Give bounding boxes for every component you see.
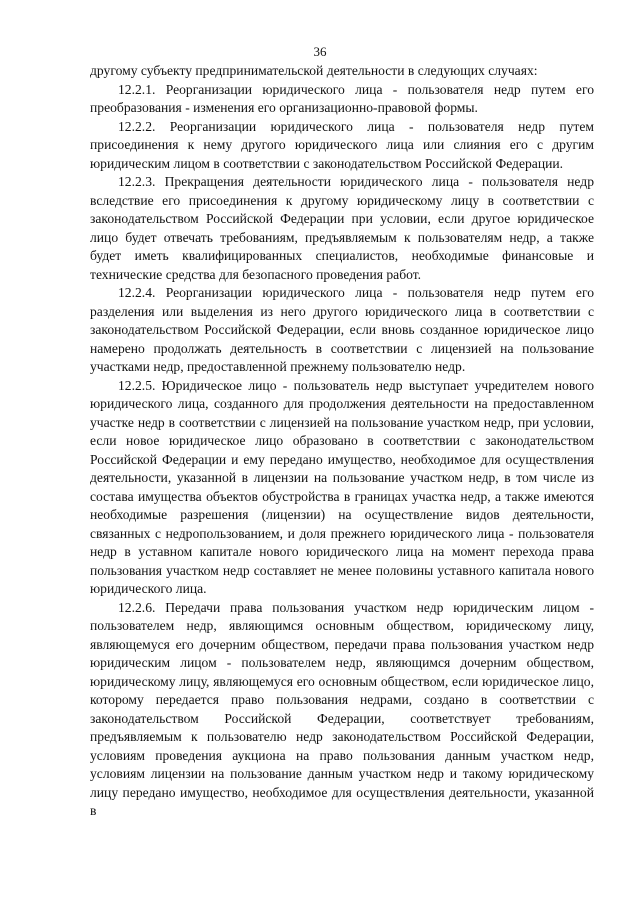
- paragraph-12-2-2: 12.2.2. Реорганизации юридического лица - пользователя недр путем присоединения к нему другого юридического лица или слияния его с другим юридическим лицом в соответствии с законодательством Российской Федерации.: [90, 118, 594, 171]
- document-body: [90, 62, 594, 821]
- paragraph-12-2-4: 12.2.4. Реорганизации юридического лица - пользователя недр путем его разделения или выделения из него другого юридического лица в соответствии с законодательством Российской Федерации, если вновь созданное юридическое лицо намерено продолжать деятельность в соответствии с лицензией на пользование участками недр, предоставленной прежнему пользователю недр.: [90, 285, 594, 374]
- paragraph-12-2-3: 12.2.3. Прекращения деятельности юридического лица - пользователя недр вследствие его присоединения к другому юридическому лицу в соответствии с законодательством Российской Федерации при условии, если другое юридическое лицо будет отвечать требованиям, предъявляемым к пользователям недр, а также будет иметь квалифицированных специалистов, необходимые финансовые и технические средства для безопасного проведения работ.: [90, 174, 594, 282]
- paragraph-continuation: другому субъекту предпринимательской деятельности в следующих случаях:: [90, 63, 538, 78]
- paragraph-12-2-5: 12.2.5. Юридическое лицо - пользователь недр выступает учредителем нового юридического лица, созданного для продолжения деятельности на предоставленном участке недр в соответствии с лицензией на пользование участком недр, при условии, если новое юридическое лицо образовано в соответствии с законодательством Российской Федерации и ему передано имущество, необходимое для осуществления деятельности, указанной в лицензии на пользование участком недр, в том числе из состава имущества объектов обустройства в границах участка недр, а также имеются необходимые разрешения (лицензии) на осуществление видов деятельности, связанных с недропользованием, и доля прежнего юридического лица - пользователя недр в уставном капитале нового юридического лица на момент перехода права пользования участком недр составляет не менее половины уставного капитала нового юридического лица.: [90, 377, 594, 596]
- paragraph-12-2-1: 12.2.1. Реорганизации юридического лица - пользователя недр путем его преобразования - изменения его организационно-правовой формы.: [90, 81, 594, 115]
- paragraph-12-2-6: 12.2.6. Передачи права пользования участком недр юридическим лицом - пользователем недр, являющимся основным обществом, юридическому лицу, являющемуся его дочерним обществом, передачи права пользования участком недр юридическим лицом - пользователем недр, являющимся дочерним обществом, юридическому лицу, являющемуся его основным обществом, если юридическое лицо, которому передается право пользования недрами, создано в соответствии с законодательством Российской Федерации, соответствует требованиям, предъявляемым к пользователю недр законодательством Российской Федерации, условиям проведения аукциона на право пользования данным участком недр, условиям лицензии на пользование данным участком недр и такому юридическому лицу передано имущество, необходимое для осуществления деятельности, указанной в: [90, 599, 594, 818]
- page-number: 36: [313, 44, 327, 59]
